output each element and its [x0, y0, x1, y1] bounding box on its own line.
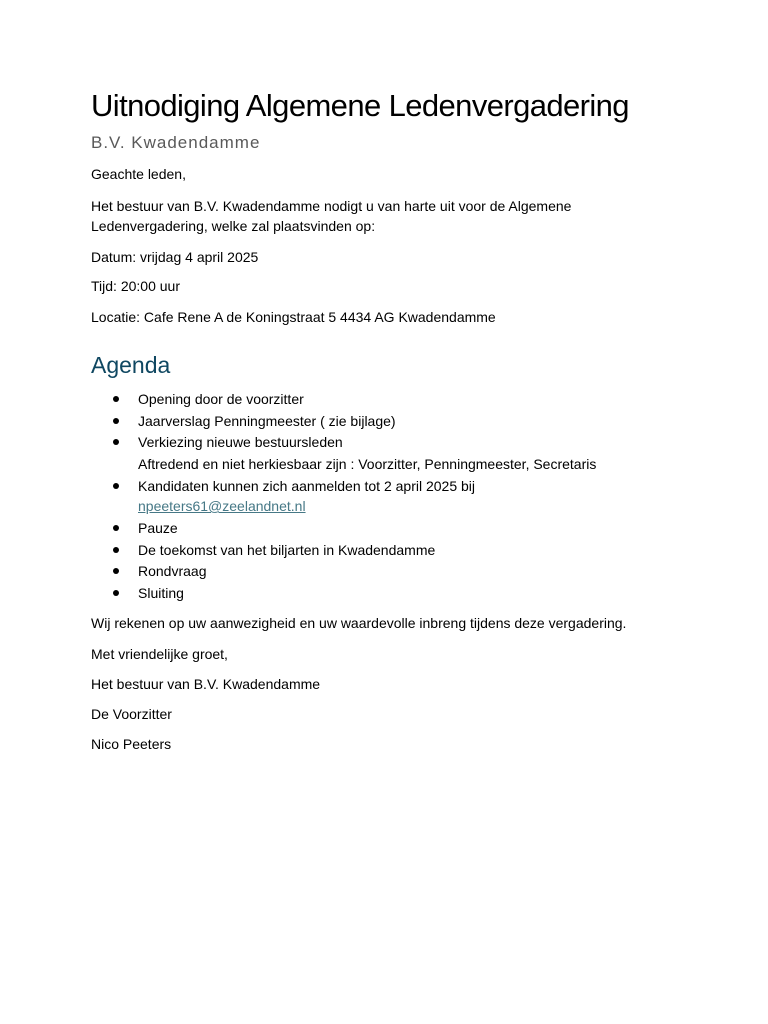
bullet-icon: [113, 590, 119, 596]
intro-line-2: Ledenvergadering, welke zal plaatsvinden op:: [91, 218, 376, 234]
bullet-icon: [113, 525, 119, 531]
greeting: Met vriendelijke groet,: [91, 646, 228, 662]
bullet-icon: [113, 547, 119, 553]
intro-line-1: Het bestuur van B.V. Kwadendamme nodigt u van harte uit voor de Algemene: [91, 198, 572, 214]
agenda-heading: Agenda: [91, 352, 171, 378]
bullet-icon: [113, 568, 119, 574]
document-title: Uitnodiging Algemene Ledenvergadering: [91, 88, 629, 123]
list-item-text: Kandidaten kunnen zich aanmelden tot 2 april 2025 bij: [138, 478, 476, 494]
bullet-icon: [113, 483, 119, 489]
meeting-location: Locatie: Cafe Rene A de Koningstraat 5 4434 AG Kwadendamme: [91, 309, 496, 325]
document-subtitle: B.V. Kwadendamme: [91, 133, 261, 152]
email-link[interactable]: npeeters61@zeelandnet.nl: [138, 498, 306, 514]
bullet-icon: [113, 418, 119, 424]
list-item-text: Pauze: [138, 520, 178, 536]
list-item-text: Verkiezing nieuwe bestuursleden: [138, 434, 343, 450]
bullet-icon: [113, 439, 119, 445]
meeting-date: Datum: vrijdag 4 april 2025: [91, 249, 259, 265]
list-item-text: Jaarverslag Penningmeester ( zie bijlage): [138, 413, 396, 429]
meeting-time: Tijd: 20:00 uur: [91, 278, 180, 294]
signature-role: De Voorzitter: [91, 706, 172, 722]
bullet-icon: [113, 396, 119, 402]
list-item-text: Sluiting: [138, 585, 184, 601]
signature-organization: Het bestuur van B.V. Kwadendamme: [91, 676, 321, 692]
list-item-text: Rondvraag: [138, 563, 207, 579]
salutation: Geachte leden,: [91, 166, 186, 182]
closing-line: Wij rekenen op uw aanwezigheid en uw waardevolle inbreng tijdens deze vergadering.: [91, 615, 627, 631]
list-item-text: De toekomst van het biljarten in Kwadendamme: [138, 542, 436, 558]
list-item-text: Aftredend en niet herkiesbaar zijn : Voorzitter, Penningmeester, Secretaris: [138, 456, 597, 472]
list-item-text: Opening door de voorzitter: [138, 391, 304, 407]
signature-name: Nico Peeters: [91, 736, 172, 752]
